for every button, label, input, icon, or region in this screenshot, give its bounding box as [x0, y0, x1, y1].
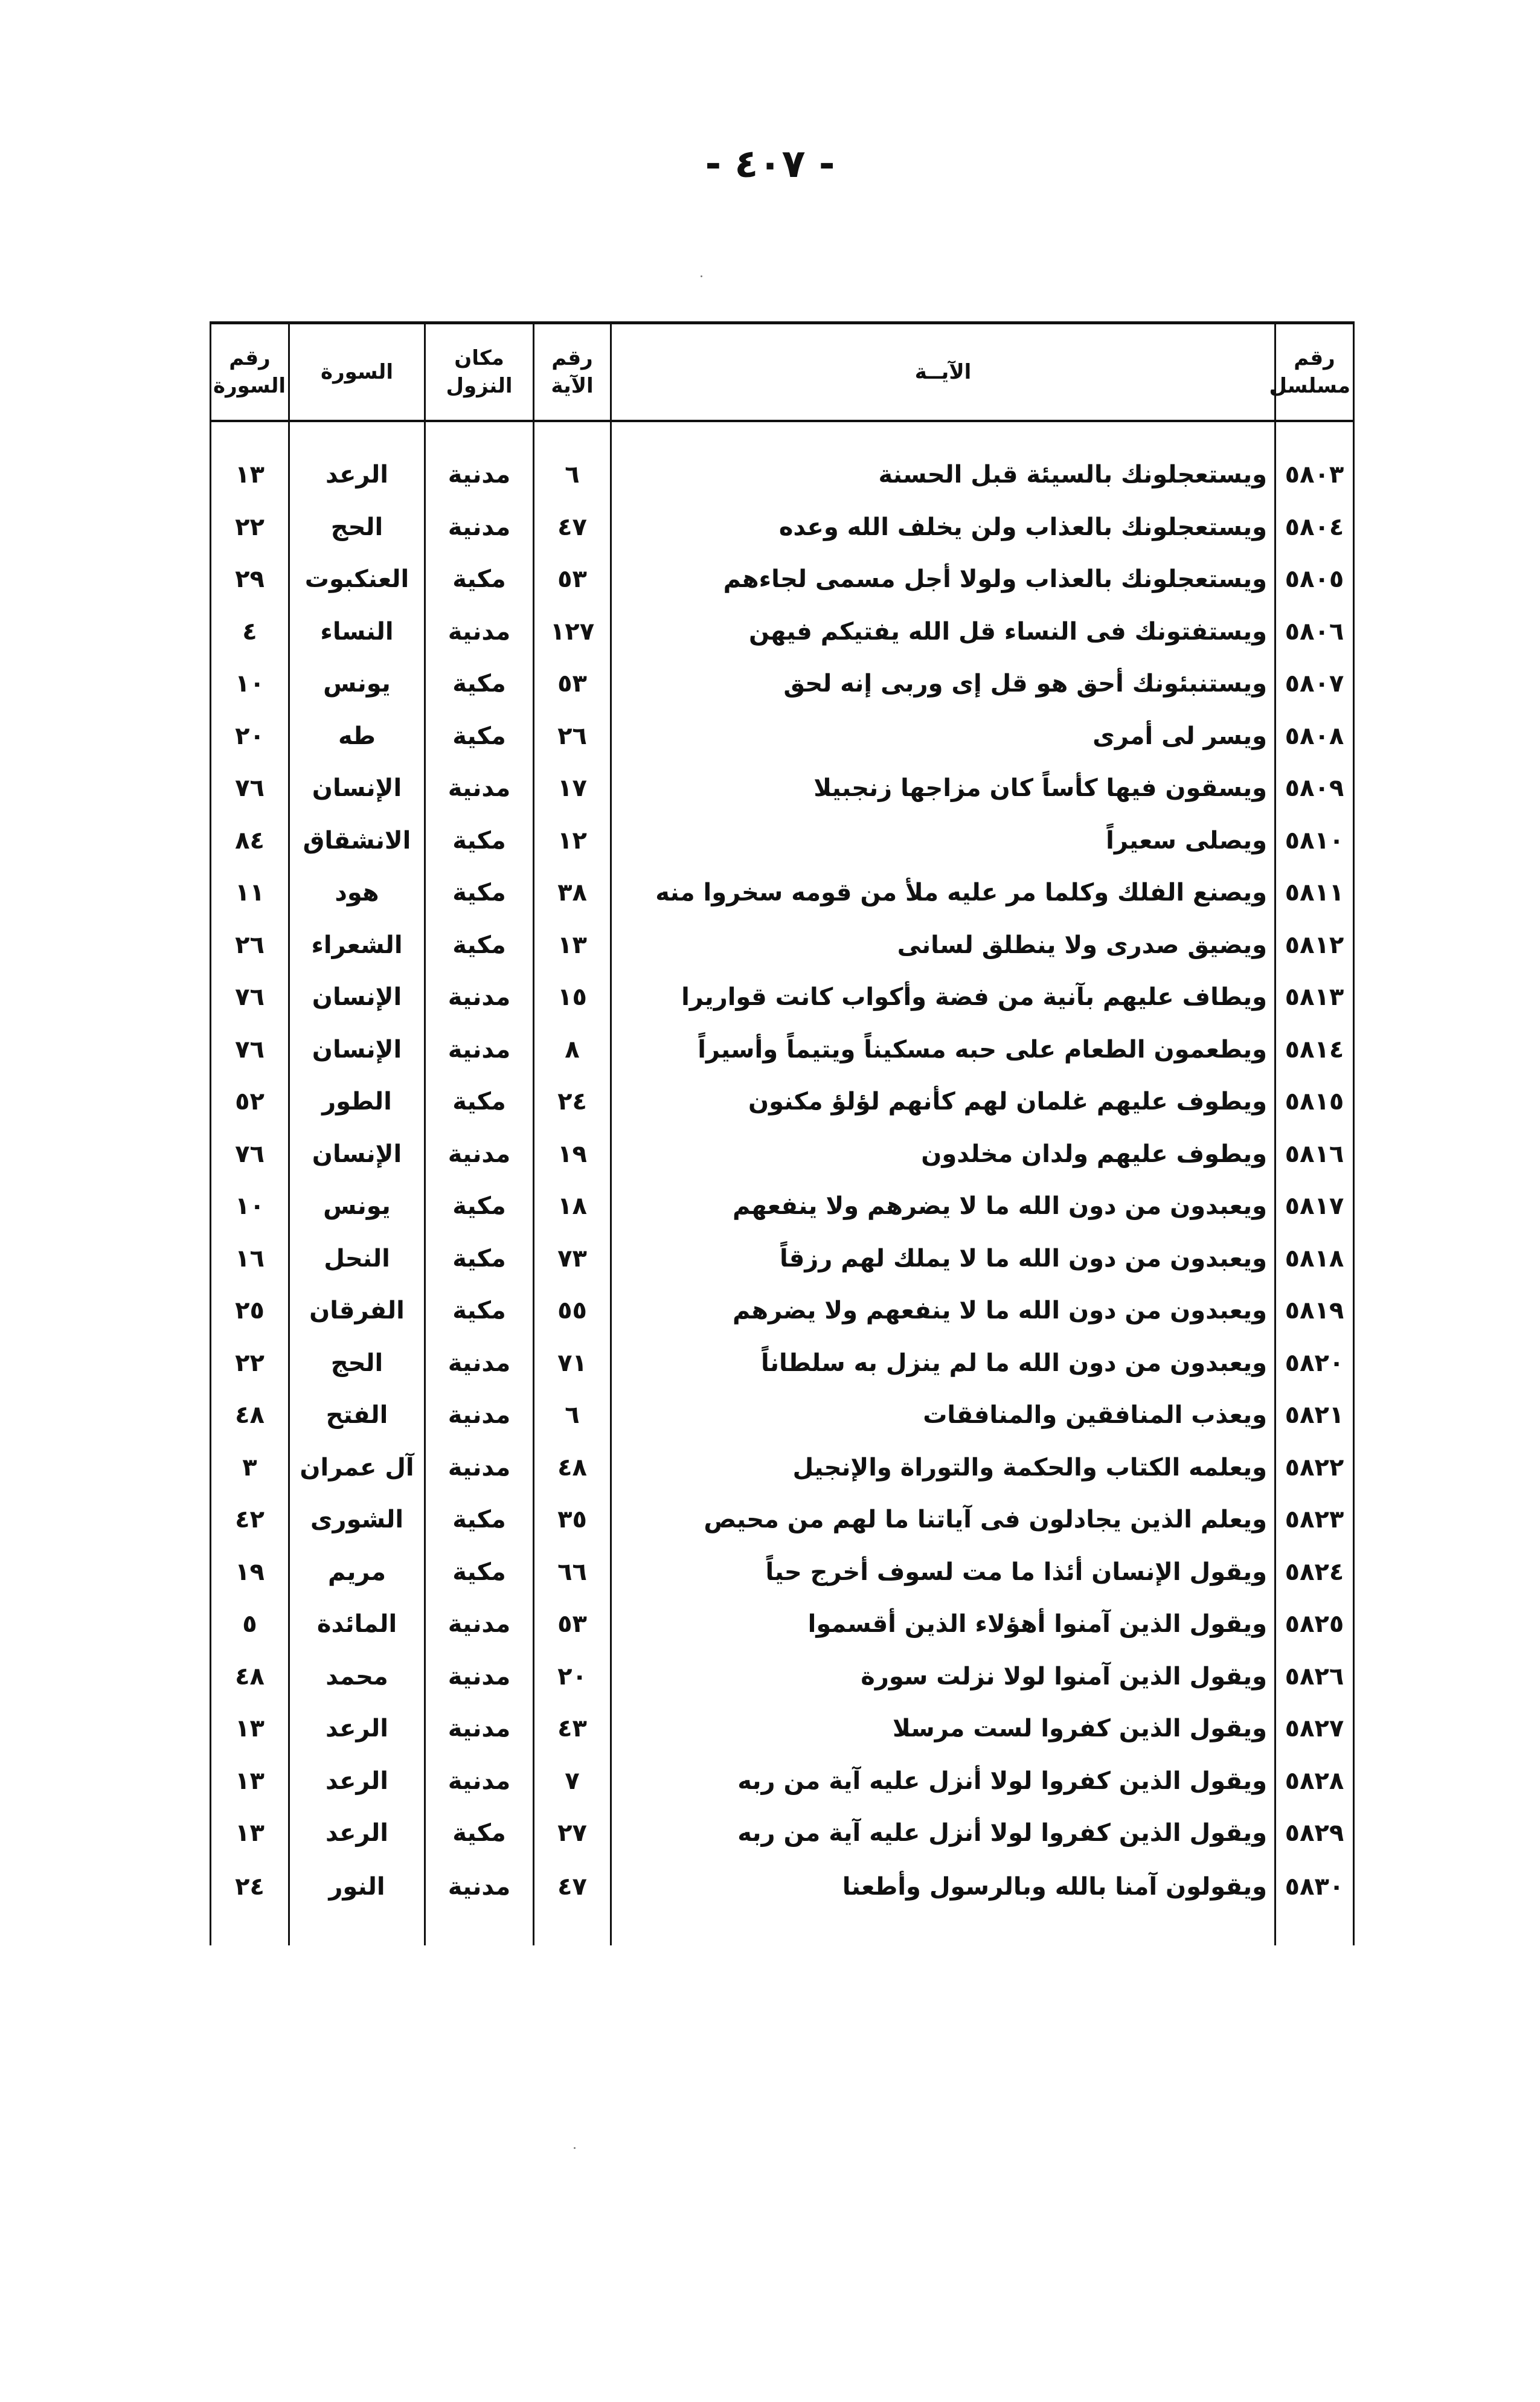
revelation-place-cell: مدنية: [425, 1755, 534, 1808]
revelation-place-cell: مدنية: [425, 1442, 534, 1494]
table-row: [211, 1024, 1354, 1076]
ayah-number-cell: ١٢٧: [534, 606, 611, 658]
revelation-place-cell: مدنية: [425, 501, 534, 554]
revelation-place-cell: مكية: [425, 867, 534, 919]
verse-cell: ويعذب المنافقين والمنافقات: [611, 1389, 1275, 1442]
table-row: [211, 1233, 1354, 1285]
table-row: [211, 815, 1354, 867]
revelation-place-cell: مدنية: [425, 1703, 534, 1755]
ayah-number-cell: ٤٧: [534, 1860, 611, 1945]
revelation-place-cell: مدنية: [425, 971, 534, 1024]
table-row: [211, 1494, 1354, 1546]
ayah-number-cell: ١٩: [534, 1128, 611, 1181]
table-row: [211, 1076, 1354, 1128]
verse-cell: ويقول الذين آمنوا أهؤلاء الذين أقسموا: [611, 1598, 1275, 1651]
revelation-place-cell: مدنية: [425, 1598, 534, 1651]
surah-number-cell: ١٣: [211, 1703, 289, 1755]
verse-cell: ويطوف عليهم ولدان مخلدون: [611, 1128, 1275, 1181]
serial-number-cell: ٥٨٣٠: [1275, 1860, 1354, 1945]
ayah-number-cell: ١٧: [534, 762, 611, 815]
ayah-number-cell: ٥٥: [534, 1285, 611, 1337]
serial-number-cell: ٥٨٢٣: [1275, 1494, 1354, 1546]
revelation-place-cell: مكية: [425, 1285, 534, 1337]
surah-number-cell: ٢٢: [211, 501, 289, 554]
revelation-place-cell: مكية: [425, 1180, 534, 1233]
serial-number-cell: ٥٨٢٠: [1275, 1337, 1354, 1390]
verse-cell: ويعبدون من دون الله ما لا ينفعهم ولا يضرهم: [611, 1285, 1275, 1337]
verse-cell: ويعلم الذين يجادلون فى آياتنا ما لهم من محيص: [611, 1494, 1275, 1546]
surah-number-cell: ٣: [211, 1442, 289, 1494]
surah-number-cell: ٢٦: [211, 919, 289, 972]
revelation-place-cell: مدنية: [425, 1024, 534, 1076]
table-row: [211, 762, 1354, 815]
serial-number-cell: ٥٨٢١: [1275, 1389, 1354, 1442]
serial-number-cell: ٥٨٠٧: [1275, 658, 1354, 710]
verse-index-table: [210, 321, 1355, 1945]
ayah-number-cell: ٢٧: [534, 1807, 611, 1860]
surah-number-cell: ٢٢: [211, 1337, 289, 1390]
surah-name-cell: الرعد: [289, 1703, 425, 1755]
ayah-number-cell: ٣٥: [534, 1494, 611, 1546]
surah-name-cell: الإنسان: [289, 1128, 425, 1181]
table-row: [211, 1598, 1354, 1651]
surah-name-cell: الشورى: [289, 1494, 425, 1546]
verse-cell: ويقولون آمنا بالله وبالرسول وأطعنا: [611, 1860, 1275, 1945]
table-row: [211, 1755, 1354, 1808]
header-verse: الآيــة: [611, 323, 1275, 422]
serial-number-cell: ٥٨١٠: [1275, 815, 1354, 867]
revelation-place-cell: مدنية: [425, 1860, 534, 1945]
serial-number-cell: ٥٨٢٧: [1275, 1703, 1354, 1755]
surah-number-cell: ٤٨: [211, 1651, 289, 1703]
surah-number-cell: ٨٤: [211, 815, 289, 867]
header-spacer-row: [211, 421, 1354, 449]
revelation-place-cell: مكية: [425, 553, 534, 606]
ayah-number-cell: ٥٣: [534, 553, 611, 606]
header-ayah-number: رقم الآية: [534, 323, 611, 422]
header-surah: السورة: [289, 323, 425, 422]
serial-number-cell: ٥٨١٧: [1275, 1180, 1354, 1233]
serial-number-cell: ٥٨١٤: [1275, 1024, 1354, 1076]
surah-name-cell: الحج: [289, 501, 425, 554]
revelation-place-cell: مكية: [425, 710, 534, 763]
table-row: [211, 1546, 1354, 1599]
revelation-place-cell: مدنية: [425, 606, 534, 658]
surah-name-cell: العنكبوت: [289, 553, 425, 606]
revelation-place-cell: مكية: [425, 1546, 534, 1599]
revelation-place-cell: مكية: [425, 1807, 534, 1860]
revelation-place-cell: مدنية: [425, 449, 534, 501]
revelation-place-cell: مكية: [425, 1494, 534, 1546]
surah-name-cell: مريم: [289, 1546, 425, 1599]
revelation-place-cell: مكية: [425, 1076, 534, 1128]
scan-speck: [574, 2147, 576, 2149]
surah-number-cell: ٢٩: [211, 553, 289, 606]
verse-cell: ويعبدون من دون الله ما لا يملك لهم رزقاً: [611, 1233, 1275, 1285]
revelation-place-cell: مكية: [425, 1233, 534, 1285]
table-row: [211, 658, 1354, 710]
surah-name-cell: النساء: [289, 606, 425, 658]
header-serial: رقم مسلسل: [1275, 323, 1354, 422]
ayah-number-cell: ١٥: [534, 971, 611, 1024]
surah-number-cell: ١٠: [211, 1180, 289, 1233]
serial-number-cell: ٥٨٠٥: [1275, 553, 1354, 606]
header-surah-number: رقم السورة: [211, 323, 289, 422]
table-row: [211, 919, 1354, 972]
verse-cell: ويقول الذين كفروا لست مرسلا: [611, 1703, 1275, 1755]
ayah-number-cell: ٤٨: [534, 1442, 611, 1494]
surah-number-cell: ٧٦: [211, 1024, 289, 1076]
table-row: [211, 971, 1354, 1024]
table-row: [211, 1442, 1354, 1494]
surah-name-cell: المائدة: [289, 1598, 425, 1651]
surah-name-cell: الرعد: [289, 1807, 425, 1860]
header-row: [211, 323, 1354, 422]
verse-cell: ويطوف عليهم غلمان لهم كأنهم لؤلؤ مكنون: [611, 1076, 1275, 1128]
header-revelation-place: مكان النزول: [425, 323, 534, 422]
verse-cell: ويصلى سعيراً: [611, 815, 1275, 867]
ayah-number-cell: ٣٨: [534, 867, 611, 919]
ayah-number-cell: ٥٣: [534, 658, 611, 710]
verse-cell: ويطاف عليهم بآنية من فضة وأكواب كانت قواريرا: [611, 971, 1275, 1024]
surah-number-cell: ١٦: [211, 1233, 289, 1285]
surah-number-cell: ٥٢: [211, 1076, 289, 1128]
serial-number-cell: ٥٨١٢: [1275, 919, 1354, 972]
surah-number-cell: ١٣: [211, 1755, 289, 1808]
surah-number-cell: ١٣: [211, 1807, 289, 1860]
ayah-number-cell: ٧١: [534, 1337, 611, 1390]
ayah-number-cell: ٧٣: [534, 1233, 611, 1285]
table-row: [211, 1389, 1354, 1442]
verse-cell: ويقول الإنسان أئذا ما مت لسوف أخرج حياً: [611, 1546, 1275, 1599]
verse-cell: ويقول الذين آمنوا لولا نزلت سورة: [611, 1651, 1275, 1703]
serial-number-cell: ٥٨٠٣: [1275, 449, 1354, 501]
page-number: - ٤٠٧ -: [705, 142, 835, 187]
surah-name-cell: يونس: [289, 658, 425, 710]
table-row: [211, 449, 1354, 501]
surah-name-cell: هود: [289, 867, 425, 919]
ayah-number-cell: ١٢: [534, 815, 611, 867]
surah-name-cell: النور: [289, 1860, 425, 1945]
surah-number-cell: ٤٢: [211, 1494, 289, 1546]
surah-number-cell: ٤٨: [211, 1389, 289, 1442]
verse-cell: ويطعمون الطعام على حبه مسكيناً ويتيماً وأسيراً: [611, 1024, 1275, 1076]
verse-cell: ويضيق صدرى ولا ينطلق لسانى: [611, 919, 1275, 972]
ayah-number-cell: ٦٦: [534, 1546, 611, 1599]
serial-number-cell: ٥٨٢٦: [1275, 1651, 1354, 1703]
table-row: [211, 501, 1354, 554]
table-row: [211, 1860, 1354, 1945]
surah-name-cell: طه: [289, 710, 425, 763]
surah-name-cell: الطور: [289, 1076, 425, 1128]
table-row: [211, 1651, 1354, 1703]
verse-cell: ويسر لى أمرى: [611, 710, 1275, 763]
surah-number-cell: ٢٥: [211, 1285, 289, 1337]
surah-number-cell: ٥: [211, 1598, 289, 1651]
table-row: [211, 710, 1354, 763]
revelation-place-cell: مدنية: [425, 762, 534, 815]
scan-speck: [701, 275, 702, 277]
verse-cell: ويسقون فيها كأساً كان مزاجها زنجبيلا: [611, 762, 1275, 815]
serial-number-cell: ٥٨٢٢: [1275, 1442, 1354, 1494]
verse-cell: ويستعجلونك بالعذاب ولولا أجل مسمى لجاءهم: [611, 553, 1275, 606]
surah-number-cell: ٢٤: [211, 1860, 289, 1945]
verse-cell: ويقول الذين كفروا لولا أنزل عليه آية من ربه: [611, 1807, 1275, 1860]
ayah-number-cell: ٨: [534, 1024, 611, 1076]
surah-number-cell: ٧٦: [211, 971, 289, 1024]
ayah-number-cell: ٢٦: [534, 710, 611, 763]
surah-name-cell: الرعد: [289, 1755, 425, 1808]
revelation-place-cell: مكية: [425, 815, 534, 867]
serial-number-cell: ٥٨٢٩: [1275, 1807, 1354, 1860]
serial-number-cell: ٥٨١٥: [1275, 1076, 1354, 1128]
serial-number-cell: ٥٨٢٨: [1275, 1755, 1354, 1808]
revelation-place-cell: مكية: [425, 658, 534, 710]
surah-number-cell: ٢٠: [211, 710, 289, 763]
surah-name-cell: النحل: [289, 1233, 425, 1285]
serial-number-cell: ٥٨٢٤: [1275, 1546, 1354, 1599]
verse-cell: ويستعجلونك بالعذاب ولن يخلف الله وعده: [611, 501, 1275, 554]
ayah-number-cell: ١٣: [534, 919, 611, 972]
verse-cell: ويعبدون من دون الله ما لا يضرهم ولا ينفعهم: [611, 1180, 1275, 1233]
ayah-number-cell: ١٨: [534, 1180, 611, 1233]
table-row: [211, 1337, 1354, 1390]
surah-name-cell: الفرقان: [289, 1285, 425, 1337]
verse-cell: ويصنع الفلك وكلما مر عليه ملأ من قومه سخروا منه: [611, 867, 1275, 919]
serial-number-cell: ٥٨١٦: [1275, 1128, 1354, 1181]
table-row: [211, 1128, 1354, 1181]
surah-name-cell: الشعراء: [289, 919, 425, 972]
ayah-number-cell: ٦: [534, 449, 611, 501]
table-row: [211, 1285, 1354, 1337]
verse-cell: ويعلمه الكتاب والحكمة والتوراة والإنجيل: [611, 1442, 1275, 1494]
table-row: [211, 1807, 1354, 1860]
ayah-number-cell: ٢٤: [534, 1076, 611, 1128]
surah-name-cell: الفتح: [289, 1389, 425, 1442]
table-row: [211, 1180, 1354, 1233]
surah-name-cell: محمد: [289, 1651, 425, 1703]
surah-name-cell: آل عمران: [289, 1442, 425, 1494]
revelation-place-cell: مدنية: [425, 1128, 534, 1181]
surah-name-cell: الحج: [289, 1337, 425, 1390]
revelation-place-cell: مكية: [425, 919, 534, 972]
serial-number-cell: ٥٨٠٦: [1275, 606, 1354, 658]
serial-number-cell: ٥٨٠٩: [1275, 762, 1354, 815]
surah-number-cell: ١٣: [211, 449, 289, 501]
ayah-number-cell: ٤٧: [534, 501, 611, 554]
surah-name-cell: يونس: [289, 1180, 425, 1233]
ayah-number-cell: ٥٣: [534, 1598, 611, 1651]
ayah-number-cell: ٢٠: [534, 1651, 611, 1703]
surah-number-cell: ٧٦: [211, 1128, 289, 1181]
surah-number-cell: ١١: [211, 867, 289, 919]
table-row: [211, 867, 1354, 919]
verse-cell: ويقول الذين كفروا لولا أنزل عليه آية من ربه: [611, 1755, 1275, 1808]
surah-number-cell: ١٠: [211, 658, 289, 710]
ayah-number-cell: ٦: [534, 1389, 611, 1442]
surah-name-cell: الإنسان: [289, 1024, 425, 1076]
table-body: [211, 449, 1354, 1945]
surah-name-cell: الرعد: [289, 449, 425, 501]
table-row: [211, 553, 1354, 606]
surah-number-cell: ٧٦: [211, 762, 289, 815]
serial-number-cell: ٥٨٠٤: [1275, 501, 1354, 554]
revelation-place-cell: مدنية: [425, 1389, 534, 1442]
ayah-number-cell: ٧: [534, 1755, 611, 1808]
serial-number-cell: ٥٨١١: [1275, 867, 1354, 919]
table-row: [211, 606, 1354, 658]
surah-number-cell: ٤: [211, 606, 289, 658]
serial-number-cell: ٥٨١٨: [1275, 1233, 1354, 1285]
revelation-place-cell: مدنية: [425, 1651, 534, 1703]
surah-number-cell: ١٩: [211, 1546, 289, 1599]
surah-name-cell: الإنسان: [289, 762, 425, 815]
surah-name-cell: الانشقاق: [289, 815, 425, 867]
surah-name-cell: الإنسان: [289, 971, 425, 1024]
ayah-number-cell: ٤٣: [534, 1703, 611, 1755]
verse-cell: ويعبدون من دون الله ما لم ينزل به سلطاناً: [611, 1337, 1275, 1390]
serial-number-cell: ٥٨١٣: [1275, 971, 1354, 1024]
revelation-place-cell: مدنية: [425, 1337, 534, 1390]
serial-number-cell: ٥٨٢٥: [1275, 1598, 1354, 1651]
verse-cell: ويستعجلونك بالسيئة قبل الحسنة: [611, 449, 1275, 501]
table-row: [211, 1703, 1354, 1755]
verse-cell: ويستفتونك فى النساء قل الله يفتيكم فيهن: [611, 606, 1275, 658]
serial-number-cell: ٥٨١٩: [1275, 1285, 1354, 1337]
serial-number-cell: ٥٨٠٨: [1275, 710, 1354, 763]
verse-cell: ويستنبئونك أحق هو قل إى وربى إنه لحق: [611, 658, 1275, 710]
